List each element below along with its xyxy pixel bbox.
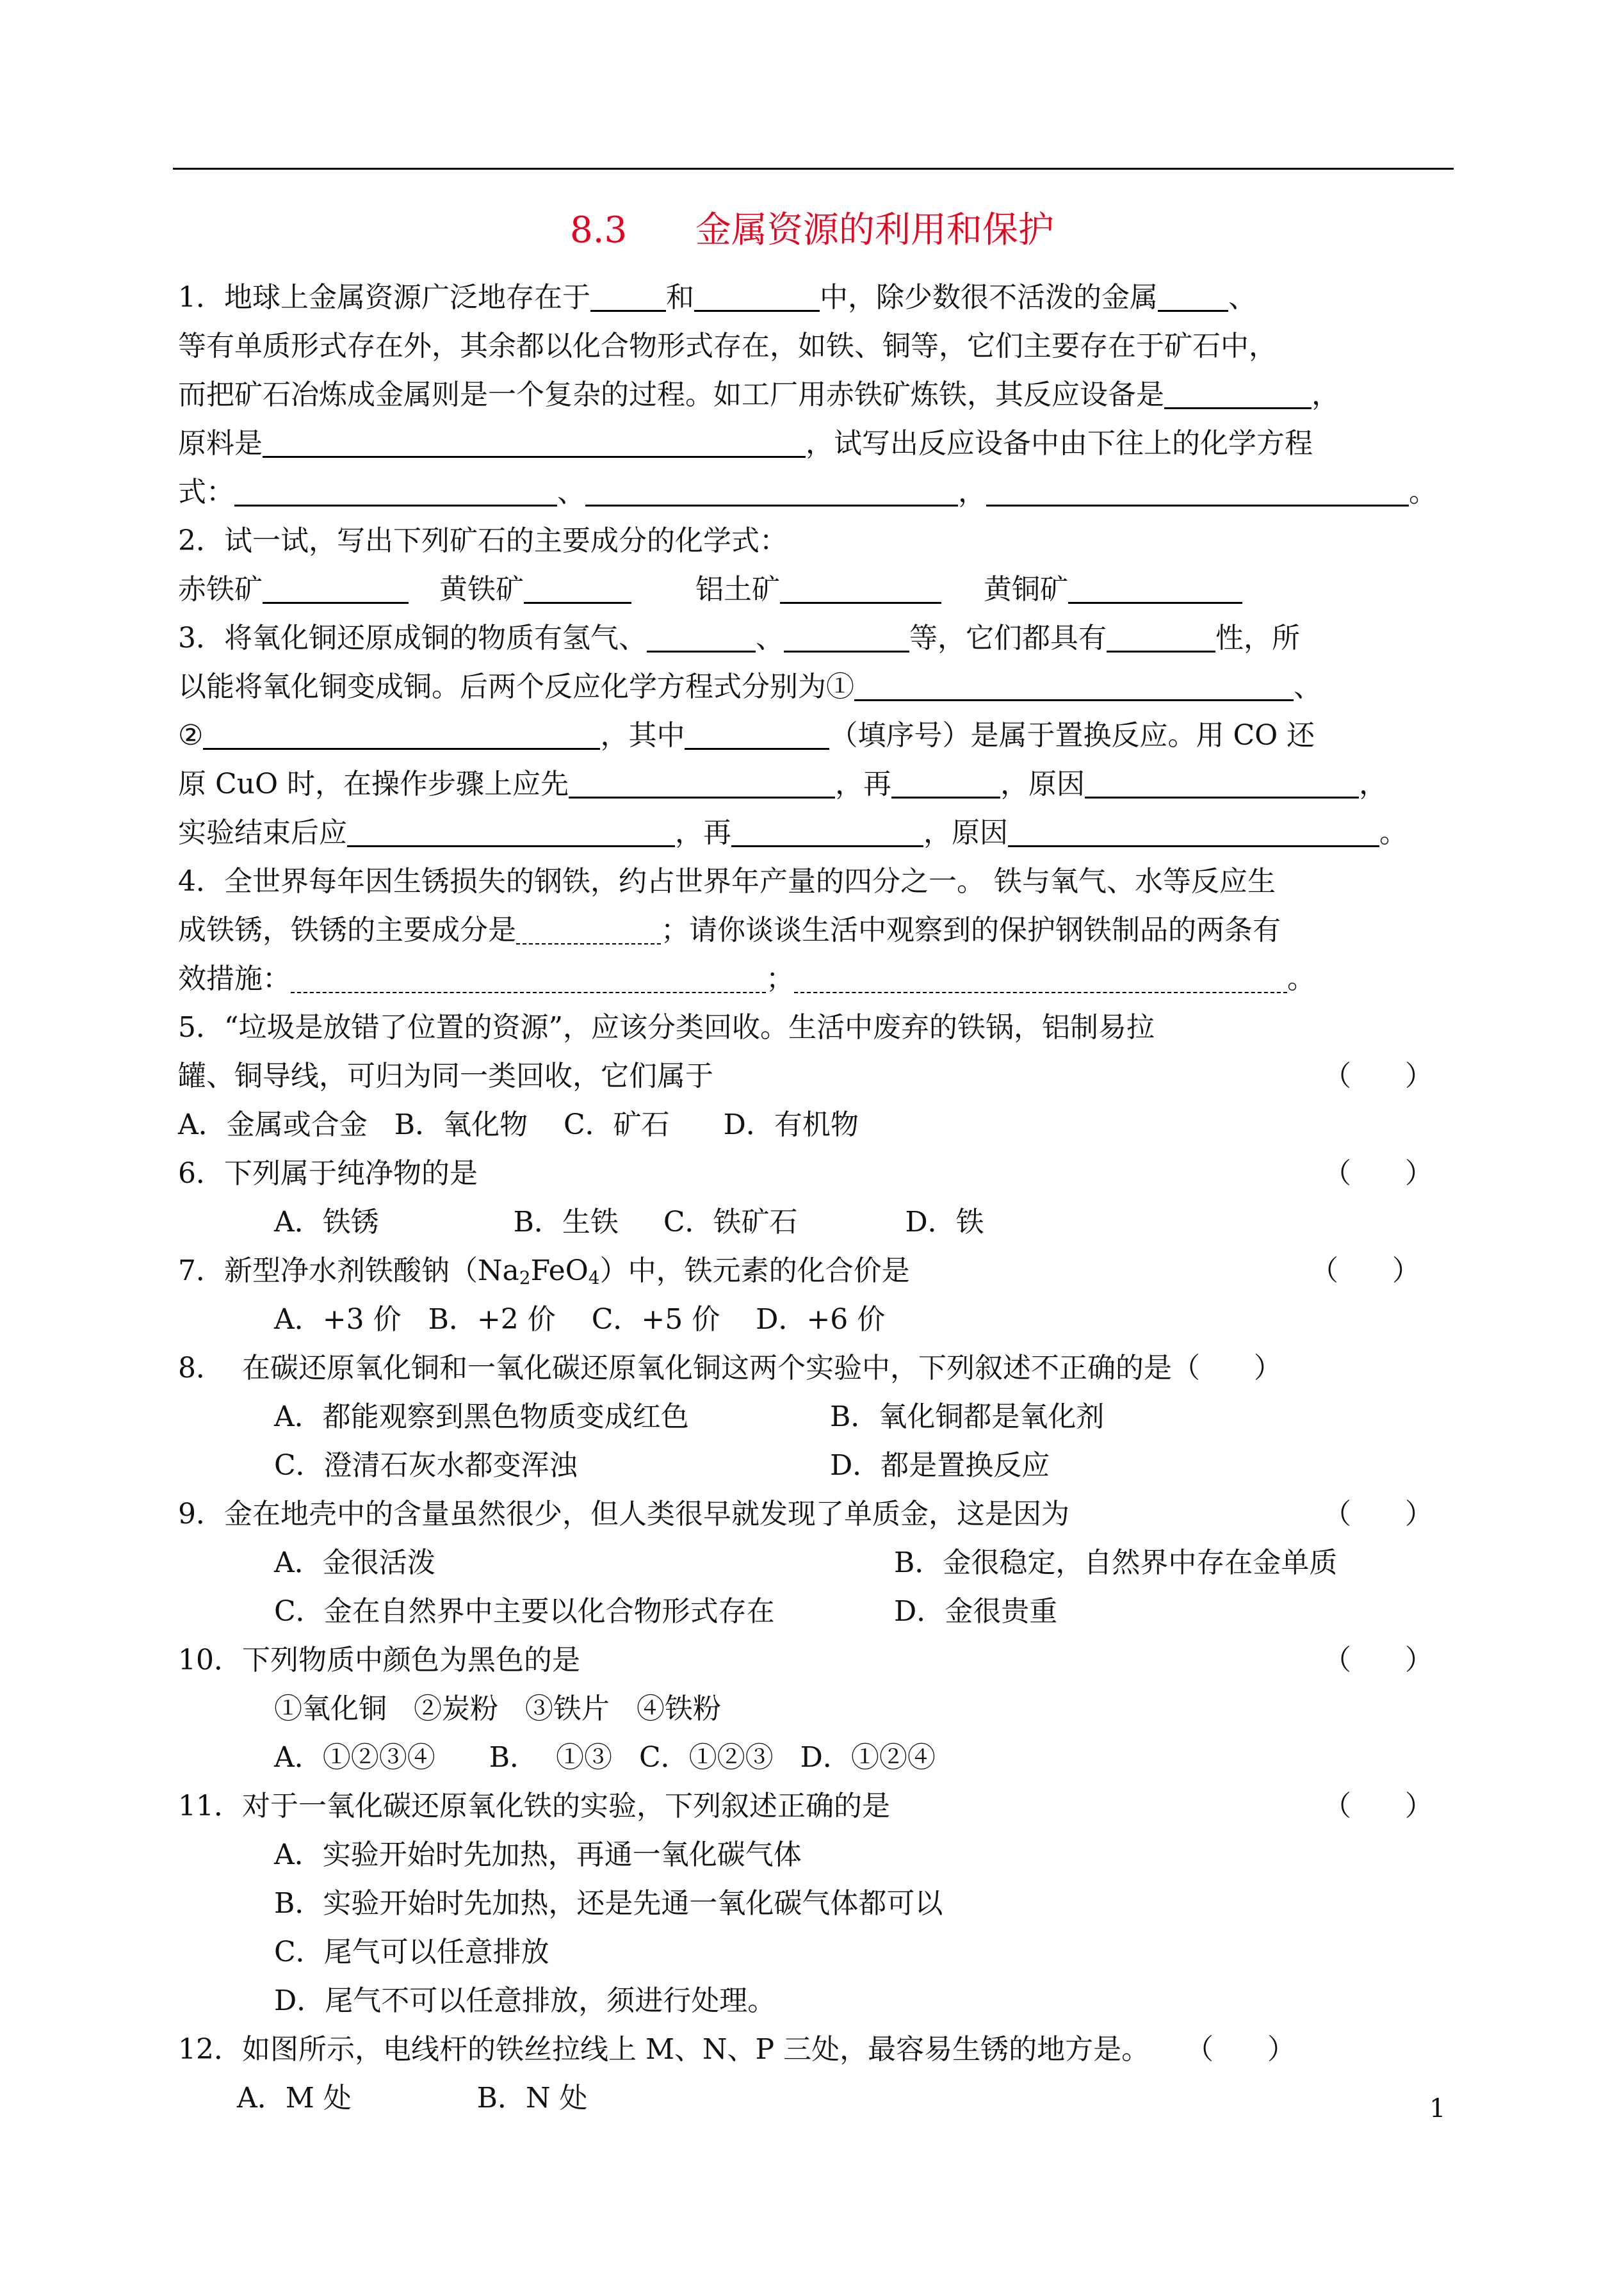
q1-line-3: 而把矿石冶炼成金属则是一个复杂的过程。如工厂用赤铁矿炼铁，其反应设备是 ， <box>178 378 1340 411</box>
blank[interactable] <box>685 718 829 750</box>
blank[interactable] <box>234 475 557 507</box>
q3-line-4: 原 CuO 时，在操作步骤上应先 ，再 ，原因 ， <box>178 768 1388 800</box>
blank[interactable] <box>1164 378 1311 409</box>
q9-option-c: C．金在自然界中主要以化合物形式存在 <box>274 1595 775 1628</box>
q1-line-2: 等有单质形式存在外，其余都以化合物形式存在，如铁、铜等，它们主要存在于矿石中， <box>178 330 1277 362</box>
q5-line-1: 5．“垃圾是放错了位置的资源”，应该分类回收。生活中废弃的铁锅，铝制易拉 <box>178 1011 1155 1044</box>
blank[interactable] <box>986 475 1409 507</box>
q10-stem: 10．下列物质中颜色为黑色的是 <box>178 1644 580 1676</box>
q2-ores: 赤铁矿 黄铁矿 铝土矿 黄铜矿 <box>178 571 1242 609</box>
q11-stem: 11．对于一氧化碳还原氧化铁的实验，下列叙述正确的是 <box>178 1790 890 1822</box>
answer-paren[interactable]: （ ） <box>1323 1644 1433 1676</box>
blank[interactable] <box>263 426 806 458</box>
q4-line-2: 成铁锈，铁锈的主要成分是 ；请你谈谈生活中观察到的保护钢铁制品的两条有 <box>178 914 1281 946</box>
q9-option-a: A．金很活泼 <box>274 1546 435 1579</box>
blank[interactable] <box>347 816 675 847</box>
q10-options: A．①②③④ B． ①③ C．①②③ D．①②④ <box>274 1741 936 1774</box>
q9-option-b: B．金很稳定，自然界中存在金单质 <box>894 1546 1338 1579</box>
q5-line-2: 罐、铜导线，可归为同一类回收，它们属于 <box>178 1060 713 1092</box>
q8-option-d: D．都是置换反应 <box>830 1449 1050 1482</box>
q4-line-3: 效措施： ； 。 <box>178 962 1315 995</box>
blank[interactable] <box>569 767 835 799</box>
answer-paren[interactable]: （ ） <box>1323 1157 1433 1190</box>
blank[interactable] <box>203 718 600 750</box>
blank[interactable] <box>891 767 1000 799</box>
q12-options: A．M 处 B．N 处 <box>237 2082 588 2114</box>
blank[interactable] <box>780 572 941 604</box>
page-number: 1 <box>1429 2094 1446 2123</box>
answer-paren[interactable]: （ ） <box>1310 1254 1420 1287</box>
blank[interactable] <box>1107 621 1215 653</box>
q3-line-2: 以能将氧化铜变成铜。后两个反应化学方程式分别为① 、 <box>178 670 1322 703</box>
blank[interactable] <box>291 962 766 993</box>
q11-option-a: A．实验开始时先加热，再通一氧化碳气体 <box>274 1838 802 1871</box>
q9-option-d: D．金很贵重 <box>894 1595 1058 1628</box>
q5-options: A．金属或合金 B．氧化物 C．矿石 D．有机物 <box>178 1108 859 1141</box>
q7-options: A．+3 价 B．+2 价 C．+5 价 D．+6 价 <box>274 1303 886 1336</box>
answer-paren[interactable]: （ ） <box>1323 1790 1433 1822</box>
blank[interactable] <box>516 914 661 945</box>
blank[interactable] <box>694 280 820 312</box>
q1-line-1: 1．地球上金属资源广泛地存在于 和 中，除少数很不活泼的金属 、 <box>178 281 1256 314</box>
blank[interactable] <box>263 572 409 604</box>
blank[interactable] <box>590 280 666 312</box>
page-title: 8.3 金属资源的利用和保护 <box>570 209 1054 251</box>
q3-line-3: ② ，其中 （填序号）是属于置换反应。用 CO 还 <box>178 719 1315 752</box>
q9-stem: 9．金在地壳中的含量虽然很少，但人类很早就发现了单质金，这是因为 <box>178 1498 1069 1530</box>
q3-line-1: 3．将氧化铜还原成铜的物质有氢气、 、 等，它们都具有 性，所 <box>178 622 1300 654</box>
q11-option-d: D．尾气不可以任意排放，须进行处理。 <box>274 1984 776 2017</box>
blank[interactable] <box>1068 572 1242 604</box>
q11-option-c: C．尾气可以任意排放 <box>274 1936 549 1968</box>
q11-option-b: B．实验开始时先加热，还是先通一氧化碳气体都可以 <box>274 1887 943 1920</box>
q4-line-1: 4．全世界每年因生锈损失的钢铁，约占世界年产量的四分之一。 铁与氧气、水等反应生 <box>178 865 1276 898</box>
blank[interactable] <box>794 962 1287 993</box>
q8-option-c: C．澄清石灰水都变浑浊 <box>274 1449 578 1482</box>
q8-option-a: A．都能观察到黑色物质变成红色 <box>274 1400 689 1433</box>
q1-line-4: 原料是 ，试写出反应设备中由下往上的化学方程 <box>178 427 1313 460</box>
q6-stem: 6．下列属于纯净物的是 <box>178 1157 478 1190</box>
q6-options: A．铁锈 B．生铁 C．铁矿石 D．铁 <box>274 1206 984 1238</box>
blank[interactable] <box>784 621 909 653</box>
q8-option-b: B．氧化铜都是氧化剂 <box>830 1400 1105 1433</box>
answer-paren[interactable]: （ ） <box>1323 1060 1433 1092</box>
blank[interactable] <box>647 621 756 653</box>
blank[interactable] <box>524 572 631 604</box>
q7-stem: 7．新型净水剂铁酸钠$(Na_2FeO_4)$中，铁元素的化合价是 <box>178 1254 910 1288</box>
header-rule <box>173 168 1454 170</box>
blank[interactable] <box>731 816 923 847</box>
blank[interactable] <box>854 670 1294 701</box>
q10-items: ①氧化铜 ②炭粉 ③铁片 ④铁粉 <box>274 1692 721 1725</box>
q3-line-5: 实验结束后应 ，再 ，原因 。 <box>178 816 1408 849</box>
q12-stem: 12．如图所示，电线杆的铁丝拉线上 M、N、P 三处，最容易生锈的地方是。 （ ） <box>178 2033 1295 2066</box>
blank[interactable] <box>1085 767 1359 799</box>
q2-stem: 2．试一试，写出下列矿石的主要成分的化学式： <box>178 524 788 557</box>
q8-stem: 8． 在碳还原氧化铜和一氧化碳还原氧化铜这两个实验中，下列叙述不正确的是（ ） <box>178 1352 1282 1384</box>
answer-paren[interactable]: （ ） <box>1323 1498 1433 1530</box>
blank[interactable] <box>1158 280 1228 312</box>
q1-line-5: 式： 、 ， 。 <box>178 476 1437 508</box>
blank[interactable] <box>1008 816 1379 847</box>
blank[interactable] <box>585 475 958 507</box>
